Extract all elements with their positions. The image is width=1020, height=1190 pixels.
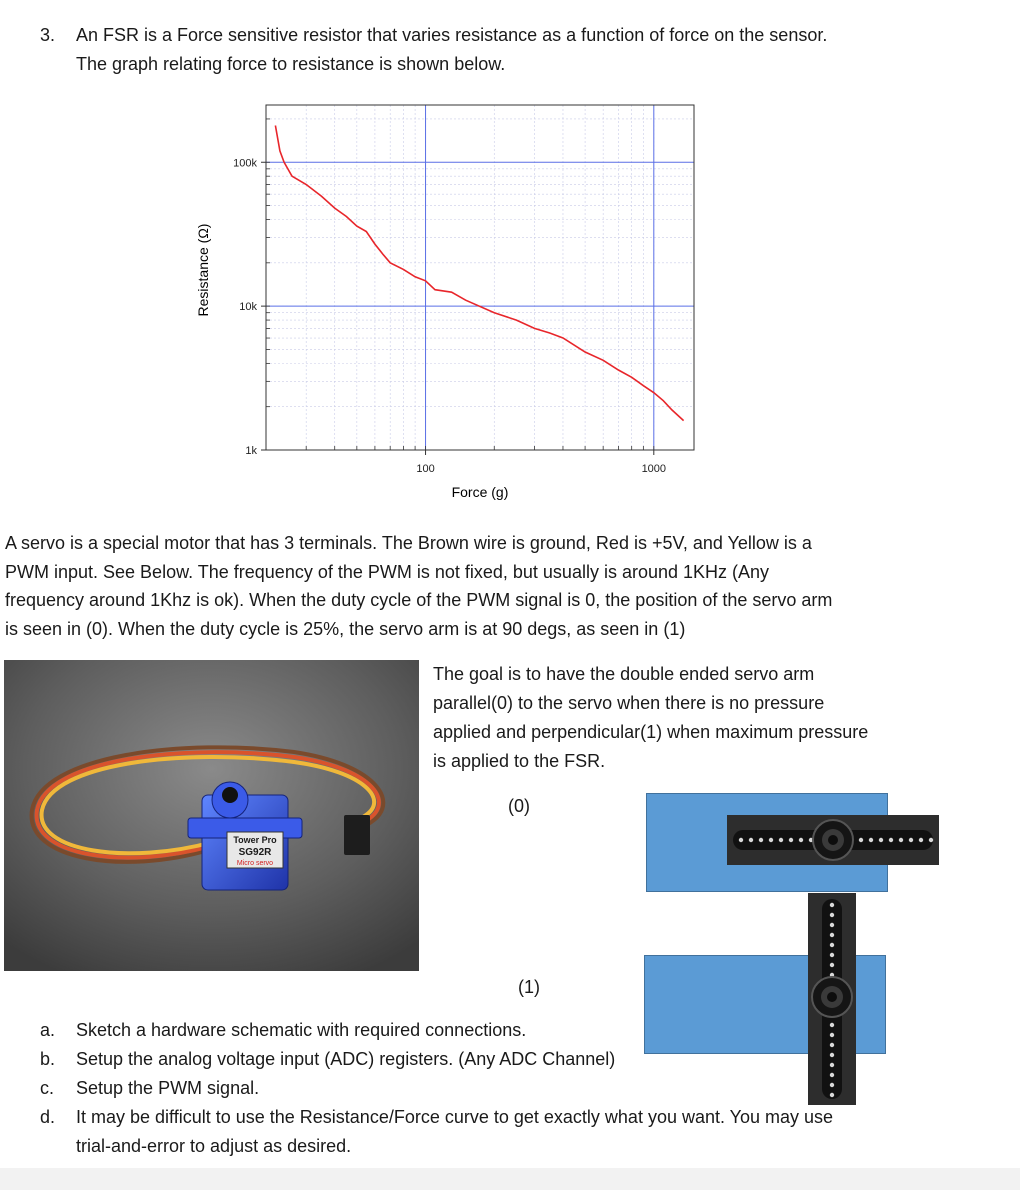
- arm-hole: [830, 903, 834, 907]
- arm-hole: [830, 943, 834, 947]
- arm-hole: [769, 838, 773, 842]
- arm-hole: [830, 963, 834, 967]
- task-text-c: Setup the PWM signal.: [76, 1078, 260, 1098]
- task-text-b: Setup the analog voltage input (ADC) registers. (Any ADC Channel): [76, 1049, 616, 1069]
- position-label-0: (0): [508, 796, 530, 816]
- arm-hole: [899, 838, 903, 842]
- arm-hole: [830, 913, 834, 917]
- y-tick-label: 1k: [245, 445, 257, 457]
- servo-arm-horizontal: [727, 815, 939, 865]
- chart-tick-labels: [233, 157, 666, 475]
- arm-hole: [799, 838, 803, 842]
- task-marker-b: b.: [40, 1049, 56, 1069]
- goal-description: [433, 660, 953, 776]
- task-text-d: It may be difficult to use the Resistance/Force curve to get exactly what you want. You may use: [76, 1107, 834, 1127]
- arm-hole: [830, 923, 834, 927]
- arm-hole: [919, 838, 923, 842]
- goal-line-1: The goal is to have the double ended servo arm: [433, 664, 815, 684]
- fsr-curve-line: [275, 126, 683, 421]
- arm-hole: [830, 953, 834, 957]
- arm-hole: [789, 838, 793, 842]
- task-text-a: Sketch a hardware schematic with required connections.: [76, 1020, 527, 1040]
- arm-hole: [929, 838, 933, 842]
- servo-output-shaft: [222, 787, 238, 803]
- x-tick-label: 1000: [641, 463, 667, 475]
- question-line-1: An FSR is a Force sensitive resistor that varies resistance as a function of force on the sensor.: [76, 25, 828, 45]
- task-item-b: [40, 1045, 1000, 1074]
- fsr-chart: [170, 90, 710, 510]
- task-item-a: [40, 1016, 1000, 1045]
- arm-hole: [739, 838, 743, 842]
- goal-line-3: applied and perpendicular(1) when maximum pressure: [433, 722, 869, 742]
- task-item-d-cont: [40, 1132, 1000, 1161]
- goal-line-2: parallel(0) to the servo when there is no pressure: [433, 693, 825, 713]
- servo-desc-line-1: A servo is a special motor that has 3 terminals. The Brown wire is ground, Red is +5V, and Yellow is a: [5, 533, 812, 553]
- arm-hole: [830, 933, 834, 937]
- servo-connector: [344, 815, 370, 855]
- task-item-c: [40, 1074, 1000, 1103]
- arm-hole: [749, 838, 753, 842]
- servo-desc-line-3: frequency around 1Khz is ok). When the duty cycle of the PWM signal is 0, the position of the servo arm: [5, 590, 833, 610]
- y-tick-label: 100k: [233, 157, 257, 170]
- servo-desc-line-2: PWM input. See Below. The frequency of the PWM is not fixed, but usually is around 1KHz (Any: [5, 561, 770, 582]
- question-line-2: The graph relating force to resistance is shown below.: [76, 54, 506, 74]
- servo-desc-line-4: is seen in (0). When the duty cycle is 25%, the servo arm is at 90 degs, as seen in (1): [5, 618, 686, 639]
- task-text-d-cont: trial-and-error to adjust as desired.: [76, 1136, 352, 1156]
- question-number: 3.: [40, 25, 56, 45]
- arm-hole: [779, 838, 783, 842]
- task-item-d: [40, 1103, 1000, 1132]
- task-list: [40, 1016, 1000, 1161]
- servo-label-brand: Tower Pro: [233, 835, 277, 845]
- servo-photo: [4, 660, 419, 971]
- servo-label-type: Micro servo: [236, 860, 274, 867]
- chart-grid: [266, 105, 694, 450]
- servo-label-model: SG92R: [238, 847, 272, 858]
- arm-hole: [879, 838, 883, 842]
- arm-hole: [889, 838, 893, 842]
- position-label-1: (1): [518, 977, 540, 997]
- page-bottom-band: [0, 1168, 1020, 1190]
- plot-frame: [266, 105, 694, 450]
- arm-hole: [859, 838, 863, 842]
- goal-line-4: is applied to the FSR.: [433, 751, 606, 771]
- arm-hole: [869, 838, 873, 842]
- task-marker-c: c.: [40, 1078, 55, 1098]
- arm-hole: [759, 838, 763, 842]
- chart-ticks: [261, 119, 654, 455]
- servo-description: [5, 529, 1005, 643]
- y-tick-label: 10k: [239, 301, 257, 314]
- x-tick-label: 100: [416, 463, 435, 475]
- task-marker-a: a.: [40, 1020, 56, 1040]
- x-axis-label: Force (g): [451, 484, 509, 500]
- arm-hole: [909, 838, 913, 842]
- y-axis-label: Resistance (Ω): [195, 223, 211, 317]
- task-marker-d: d.: [40, 1107, 56, 1127]
